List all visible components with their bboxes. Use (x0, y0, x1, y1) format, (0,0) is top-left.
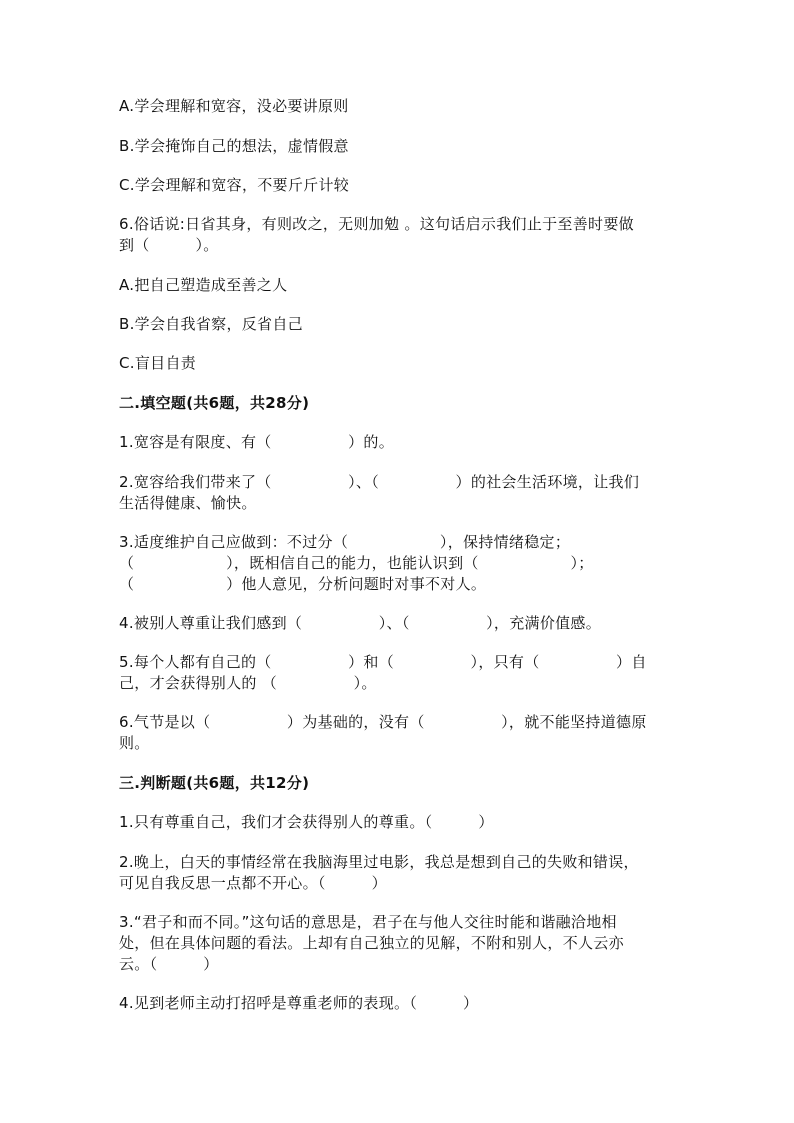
question-6-option-a: A.把自己塑造成至善之人 (119, 276, 288, 294)
fill-question-6: 6.气节是以（ ）为基础的，没有（ ），就不能坚持道德原 (119, 713, 647, 731)
fill-question-3: 3.适度维护自己应做到：不过分（ ），保持情绪稳定； (119, 533, 571, 551)
fill-question-4: 4.被别人尊重让我们感到（ ）、（ ），充满价值感。 (119, 614, 602, 632)
section-heading-true-false: 三.判断题(共6题，共12分) (119, 774, 310, 792)
fill-question-6-cont: 则。 (119, 734, 150, 752)
judge-question-3-cont-1: 处，但在具体问题的看法。上却有自己独立的见解，不附和别人，不人云亦 (119, 934, 624, 952)
fill-question-3-cont-2: （ ）他人意见，分析问题时对事不对人。 (119, 575, 487, 593)
question-6-option-b: B.学会自我省察，反省自己 (119, 315, 303, 333)
option-6a-prev: A.学会理解和宽容，没必要讲原则 (119, 97, 349, 115)
question-6-text: 6.俗话说:日省其身，有则改之，无则加勉 。这句话启示我们止于至善时要做 (119, 215, 634, 233)
fill-question-2-cont: 生活得健康、愉快。 (119, 494, 257, 512)
judge-question-1: 1.只有尊重自己，我们才会获得别人的尊重。（ ） (119, 813, 494, 831)
judge-question-2: 2.晚上，白天的事情经常在我脑海里过电影，我总是想到自己的失败和错误， (119, 853, 639, 871)
option-6c-prev: C.学会理解和宽容，不要斤斤计较 (119, 176, 350, 194)
section-heading-fill-blank: 二.填空题(共6题，共28分) (119, 394, 310, 412)
judge-question-2-cont: 可见自我反思一点都不开心。（ ） (119, 874, 387, 892)
fill-question-5: 5.每个人都有自己的（ ）和（ ），只有（ ）自 (119, 653, 647, 671)
judge-question-3-cont-2: 云。（ ） (119, 955, 219, 973)
fill-question-2: 2.宽容给我们带来了（ ）、（ ）的社会生活环境，让我们 (119, 473, 640, 491)
question-6-text-cont: 到（ ）。 (119, 236, 219, 254)
judge-question-3: 3.“君子和而不同。”这句话的意思是，君子在与他人交往时能和谐融洽地相 (119, 913, 617, 931)
fill-question-5-cont: 己，才会获得别人的 （ ）。 (119, 674, 377, 692)
question-6-option-c: C.盲目自责 (119, 354, 197, 372)
fill-question-1: 1.宽容是有限度、有（ ）的。 (119, 433, 395, 451)
judge-question-4: 4.见到老师主动打招呼是尊重老师的表现。（ ） (119, 994, 479, 1012)
option-6b-prev: B.学会掩饰自己的想法，虚情假意 (119, 137, 349, 155)
fill-question-3-cont-1: （ ），既相信自己的能力，也能认识到（ ）； (119, 554, 594, 572)
